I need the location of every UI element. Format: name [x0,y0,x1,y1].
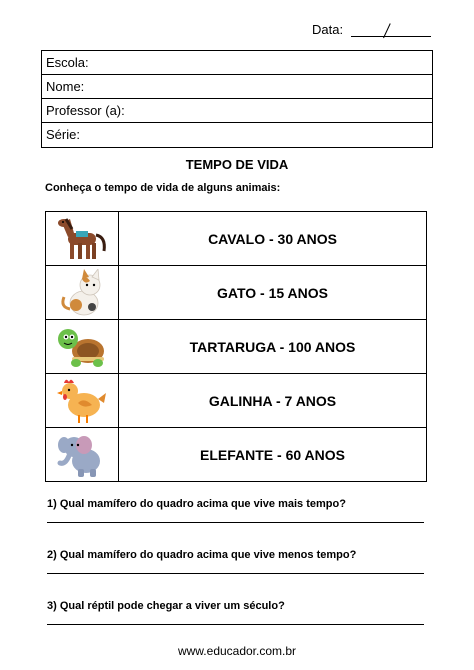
footer-url: www.educador.com.br [177,644,297,658]
answer-line-1[interactable] [47,522,424,523]
student-info-box [41,50,433,148]
answer-line-3[interactable] [47,624,424,625]
date-field[interactable] [351,22,431,37]
school-field[interactable]: Escola: [42,51,432,75]
horse-icon [46,212,119,265]
date-area [312,22,431,37]
cat-icon [46,266,119,319]
answer-line-2[interactable] [47,573,424,574]
page-title: TEMPO DE VIDA [185,157,289,172]
animal-label: GATO - 15 ANOS [217,284,328,301]
turtle-icon [46,320,119,373]
question-1: 1) Qual mamífero do quadro acima que vive mais tempo? [47,498,346,510]
animal-label: TARTARUGA - 100 ANOS [189,338,356,355]
animal-label: CAVALO - 30 ANOS [208,230,337,247]
table-row [46,320,426,374]
question-2: 2) Qual mamífero do quadro acima que vive menos tempo? [47,549,357,561]
animal-table [45,211,427,482]
instruction-text: Conheça o tempo de vida de alguns animais: [45,182,281,194]
hen-icon [46,374,119,427]
name-field[interactable]: Nome: [42,75,432,99]
grade-field[interactable]: Série: [46,127,80,142]
elephant-icon [46,428,119,481]
animal-label: GALINHA - 7 ANOS [208,392,337,409]
table-row [46,212,426,266]
date-separator [383,23,391,38]
teacher-field[interactable]: Professor (a): [42,99,432,123]
table-row [46,266,426,320]
date-label: Data: [312,22,344,37]
table-row [46,374,426,428]
animal-label: ELEFANTE - 60 ANOS [200,446,345,463]
question-3: 3) Qual réptil pode chegar a viver um século? [47,600,285,612]
table-row [46,428,426,482]
